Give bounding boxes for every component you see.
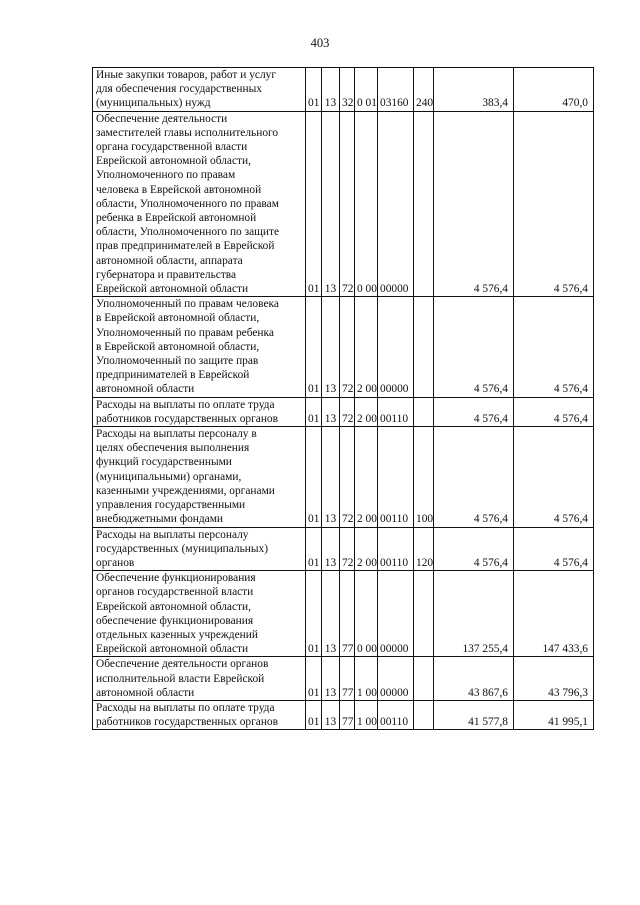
expense-name-line: автономной области, аппарата [96, 254, 243, 267]
expense-name-line: управления государственными [96, 499, 246, 512]
code-section: 01 [306, 111, 322, 297]
code-main-event: 00 [364, 427, 378, 527]
code-subsection: 13 [322, 657, 340, 701]
expense-name-line: органа государственной власти [96, 141, 248, 154]
expense-name-line: Уполномоченный по правам ребенка [96, 326, 274, 339]
code-subprogram: 1 [355, 700, 364, 729]
expense-name-line: Обеспечение деятельности [96, 112, 228, 125]
amount-year-2: 147 433,6 [514, 571, 594, 657]
expense-name-line: прав предпринимателей в Еврейской [96, 240, 275, 253]
expense-name-line: государственных (муниципальных) [96, 542, 269, 555]
amount-year-1: 4 576,4 [434, 297, 514, 397]
code-expense-type [414, 700, 434, 729]
code-subsection: 13 [322, 111, 340, 297]
code-expense-type [414, 571, 434, 657]
expense-name-line: Расходы на выплаты по оплате труда [96, 398, 275, 411]
expense-name [93, 111, 306, 297]
expense-name-line: области, Уполномоченного по правам [96, 197, 279, 210]
table-body [93, 68, 594, 730]
table-row [93, 700, 594, 729]
code-main-event: 00 [364, 397, 378, 426]
expense-name-line: человека в Еврейской автономной [96, 183, 262, 196]
code-section: 01 [306, 397, 322, 426]
amount-year-1: 4 576,4 [434, 397, 514, 426]
code-subprogram: 2 [355, 297, 364, 397]
table-row [93, 397, 594, 426]
expense-name [93, 297, 306, 397]
amount-year-1: 41 577,8 [434, 700, 514, 729]
code-main-event: 00 [364, 111, 378, 297]
code-direction: 00110 [378, 397, 414, 426]
expense-name-line: органов государственной власти [96, 586, 254, 599]
expense-name-line: ребенка в Еврейской автономной [96, 212, 257, 225]
expense-name-line: Уполномоченный по правам человека [96, 298, 279, 311]
code-subprogram: 0 [355, 111, 364, 297]
expense-name-line: (муниципальными) органами, [96, 470, 242, 483]
code-direction: 00000 [378, 657, 414, 701]
code-main-event: 00 [364, 297, 378, 397]
amount-year-2: 43 796,3 [514, 657, 594, 701]
code-program: 32 [340, 68, 355, 112]
expense-name-line: Еврейской автономной области, [96, 155, 251, 168]
code-direction: 00110 [378, 700, 414, 729]
expense-name [93, 571, 306, 657]
code-expense-type [414, 397, 434, 426]
expense-name-line: в Еврейской автономной области, [96, 312, 260, 325]
expense-name-line: исполнительной власти Еврейской [96, 672, 265, 685]
expense-name-line: Иные закупки товаров, работ и услуг [96, 69, 277, 81]
code-subsection: 13 [322, 700, 340, 729]
code-subprogram: 0 [355, 571, 364, 657]
amount-year-2: 4 576,4 [514, 527, 594, 571]
page-number: 403 [310, 36, 330, 50]
code-direction: 00000 [378, 297, 414, 397]
code-section: 01 [306, 571, 322, 657]
code-subsection: 13 [322, 68, 340, 112]
code-expense-type: 100 [414, 427, 434, 527]
expense-name [93, 527, 306, 571]
amount-year-1: 4 576,4 [434, 427, 514, 527]
code-section: 01 [306, 427, 322, 527]
code-subprogram: 2 [355, 427, 364, 527]
amount-year-1: 383,4 [434, 68, 514, 112]
expense-name-line: работников государственных органов [96, 412, 279, 425]
table-row [93, 527, 594, 571]
expense-name-line: Расходы на выплаты персоналу в [96, 428, 257, 441]
code-subprogram: 2 [355, 527, 364, 571]
amount-year-2: 41 995,1 [514, 700, 594, 729]
code-program: 77 [340, 571, 355, 657]
expense-name-line: работников государственных органов [96, 716, 279, 729]
code-subprogram: 0 [355, 68, 364, 112]
code-expense-type [414, 297, 434, 397]
code-direction: 03160 [378, 68, 414, 112]
code-main-event: 00 [364, 527, 378, 571]
expense-name [93, 68, 306, 112]
code-section: 01 [306, 68, 322, 112]
code-main-event: 01 [364, 68, 378, 112]
table-row [93, 571, 594, 657]
code-direction: 00110 [378, 427, 414, 527]
code-section: 01 [306, 657, 322, 701]
code-program: 77 [340, 657, 355, 701]
expense-name-line: автономной области [96, 686, 195, 699]
expense-name-line: предпринимателей в Еврейской [96, 369, 250, 382]
amount-year-2: 470,0 [514, 68, 594, 112]
table-row [93, 68, 594, 112]
expense-name-line: органов [96, 556, 135, 569]
amount-year-1: 43 867,6 [434, 657, 514, 701]
code-subsection: 13 [322, 427, 340, 527]
expense-name-line: губернатора и правительства [96, 268, 237, 281]
table-row [93, 297, 594, 397]
amount-year-1: 4 576,4 [434, 527, 514, 571]
code-section: 01 [306, 297, 322, 397]
code-direction: 00000 [378, 571, 414, 657]
amount-year-1: 137 255,4 [434, 571, 514, 657]
expense-name-line: Расходы на выплаты персоналу [96, 528, 249, 541]
expense-name [93, 700, 306, 729]
code-section: 01 [306, 527, 322, 571]
amount-year-1: 4 576,4 [434, 111, 514, 297]
code-expense-type [414, 111, 434, 297]
expense-name-line: целях обеспечения выполнения [96, 442, 250, 455]
expense-name-line: Уполномоченного по правам [96, 169, 236, 182]
table-row [93, 427, 594, 527]
code-expense-type [414, 657, 434, 701]
table-row [93, 657, 594, 701]
expense-name-line: Расходы на выплаты по оплате труда [96, 701, 275, 714]
amount-year-2: 4 576,4 [514, 427, 594, 527]
expense-name-line: обеспечение функционирования [96, 614, 254, 627]
code-program: 72 [340, 427, 355, 527]
expense-name-line: функций государственными [96, 456, 232, 469]
expense-name [93, 397, 306, 426]
code-program: 77 [340, 700, 355, 729]
code-main-event: 00 [364, 700, 378, 729]
code-subsection: 13 [322, 397, 340, 426]
expense-name-line: (муниципальных) нужд [96, 97, 211, 110]
expense-name-line: отдельных казенных учреждений [96, 628, 258, 641]
code-subsection: 13 [322, 297, 340, 397]
code-subsection: 13 [322, 571, 340, 657]
code-program: 72 [340, 111, 355, 297]
expense-name [93, 657, 306, 701]
expense-name-line: Еврейской автономной области [96, 643, 249, 656]
expense-name-line: Обеспечение деятельности органов [96, 658, 269, 671]
expense-name-line: для обеспечения государственных [96, 83, 262, 96]
code-direction: 00000 [378, 111, 414, 297]
expense-name-line: Еврейской автономной области, [96, 600, 251, 613]
expense-name-line: области, Уполномоченного по защите [96, 226, 280, 239]
expense-name-line: в Еврейской автономной области, [96, 340, 260, 353]
expense-name-line: автономной области [96, 383, 195, 396]
code-program: 72 [340, 397, 355, 426]
expense-name-line: Обеспечение функционирования [96, 572, 256, 585]
code-program: 72 [340, 527, 355, 571]
code-section: 01 [306, 700, 322, 729]
expense-name-line: внебюджетными фондами [96, 513, 224, 526]
code-main-event: 00 [364, 571, 378, 657]
code-program: 72 [340, 297, 355, 397]
code-subsection: 13 [322, 527, 340, 571]
expense-name-line: казенными учреждениями, органами [96, 484, 275, 497]
expense-name-line: Уполномоченный по защите прав [96, 355, 259, 368]
amount-year-2: 4 576,4 [514, 397, 594, 426]
amount-year-2: 4 576,4 [514, 111, 594, 297]
budget-table [92, 67, 594, 730]
code-expense-type: 240 [414, 68, 434, 112]
code-subprogram: 2 [355, 397, 364, 426]
amount-year-2: 4 576,4 [514, 297, 594, 397]
expense-name-line: Еврейской автономной области [96, 283, 249, 296]
expense-name-line: заместителей главы исполнительного [96, 126, 279, 139]
expense-name [93, 427, 306, 527]
table-row [93, 111, 594, 297]
code-main-event: 00 [364, 657, 378, 701]
code-expense-type: 120 [414, 527, 434, 571]
code-subprogram: 1 [355, 657, 364, 701]
code-direction: 00110 [378, 527, 414, 571]
